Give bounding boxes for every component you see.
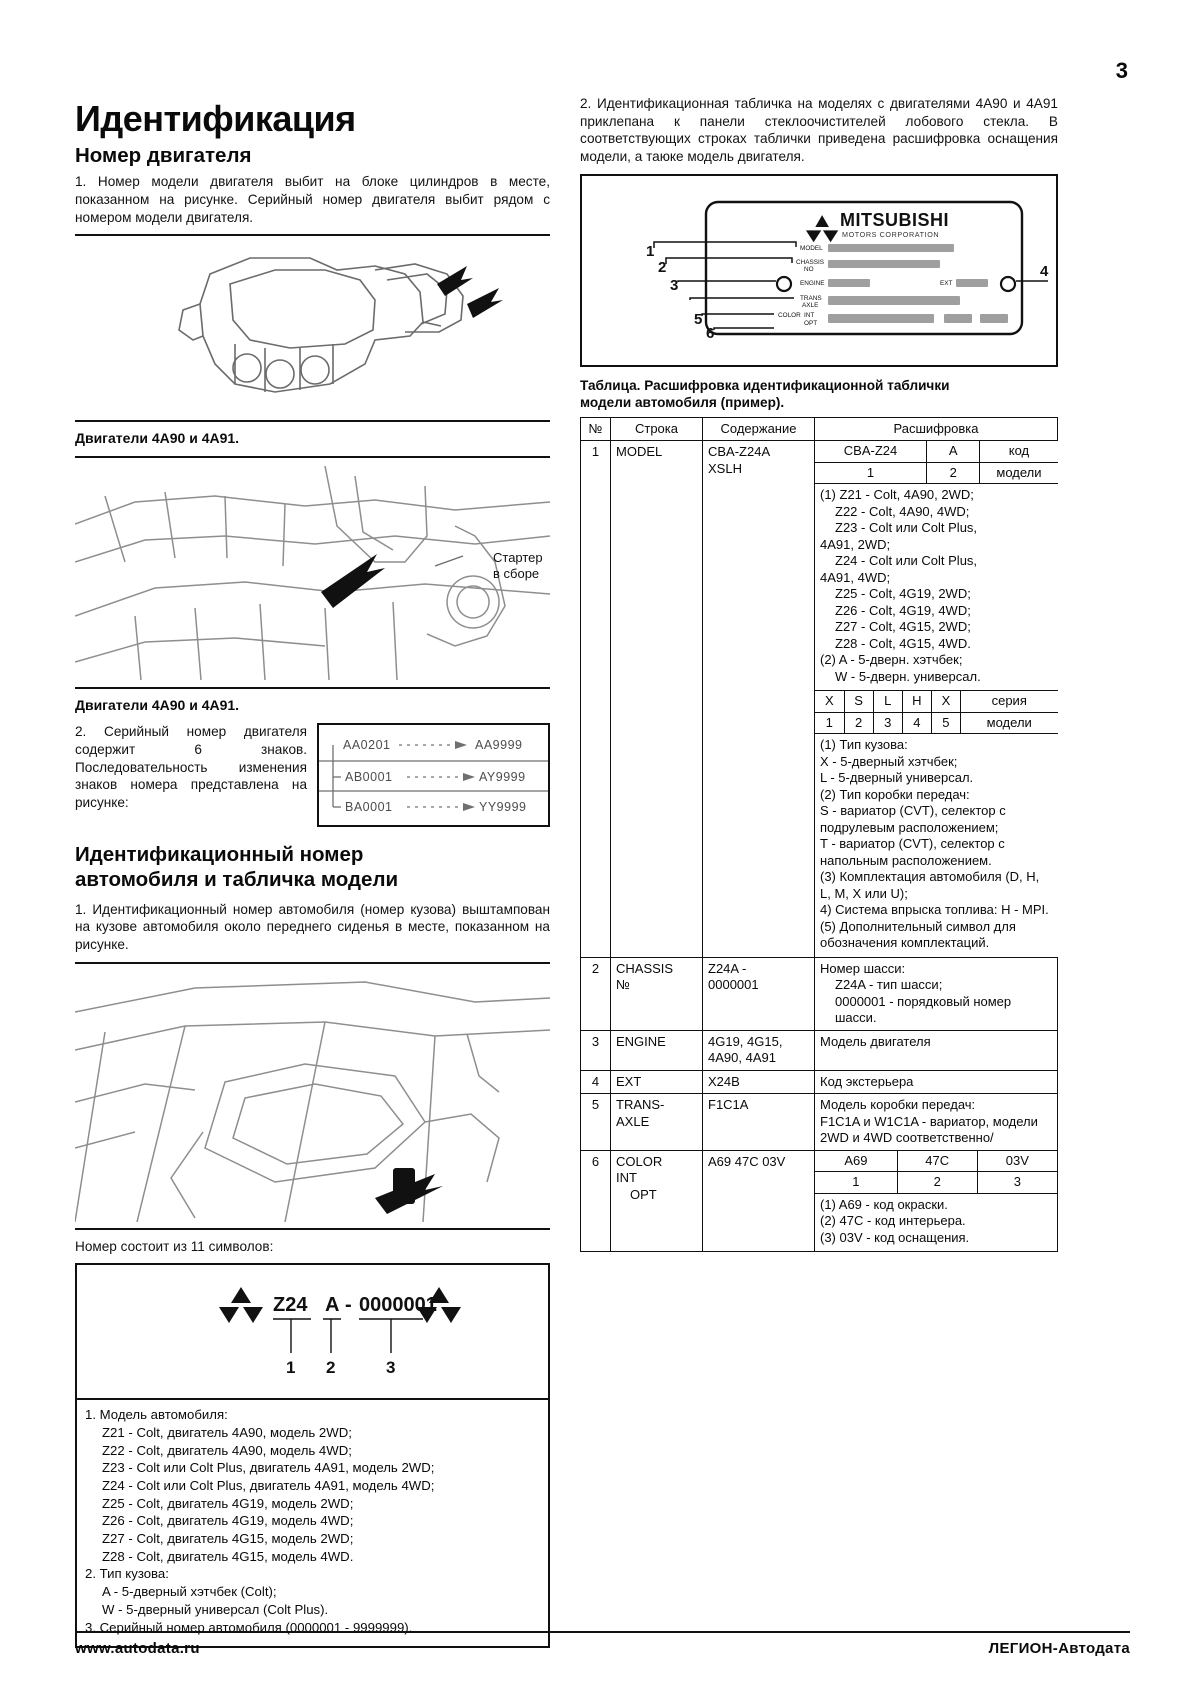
figure-vin-location <box>75 962 550 1230</box>
decode-b2-7: 4) Система впрыска топлива: H - MPI. <box>820 902 1049 918</box>
row1-content-line2: XSLH <box>708 460 742 476</box>
plate-label-opt: OPT <box>804 319 818 327</box>
col-header-no: № <box>581 417 611 441</box>
section-heading-vin <box>75 843 550 892</box>
vin-model-4: Z25 - Colt, двигатель 4G19, модель 2WD; <box>102 1495 354 1511</box>
grid2-num-2: 3 <box>873 712 902 734</box>
left-column <box>75 95 550 1648</box>
row1-decode-grid2 <box>815 690 1058 734</box>
row3-no: 3 <box>581 1030 611 1070</box>
grid1-cell-body: A <box>927 441 980 462</box>
decode-b1-0: (1) Z21 - Colt, 4A90, 2WD; <box>820 487 974 503</box>
figure3-divider-bottom <box>75 1228 550 1230</box>
svg-text:AA0201: AA0201 <box>343 738 391 753</box>
row1-content <box>703 441 815 958</box>
grid2-cell-2: L <box>873 691 902 713</box>
figure-caption-engines-2: Двигатели 4A90 и 4A91. <box>75 697 240 714</box>
engine-block-illustration <box>75 244 550 414</box>
row1-content-line1: CBA-Z24A <box>708 444 771 460</box>
vin-marker-2: 2 <box>325 1358 335 1378</box>
row5-decode-1: F1C1A и W1C1A - вариатор, модели 2WD и 4WD соответственно/ <box>820 1113 1038 1146</box>
row5-name <box>611 1094 703 1151</box>
decode-b1-4: Z24 - Colt или Colt Plus, <box>835 553 978 569</box>
footer-website[interactable]: www.autodata.ru <box>75 1640 200 1657</box>
footer-publisher: ЛЕГИОН-Автодата <box>988 1640 1130 1657</box>
col-header-line: Строка <box>611 417 703 441</box>
row5-name-line1: TRANS- <box>616 1097 665 1113</box>
two-column-layout <box>75 95 1130 1648</box>
decode-b1-1: Z22 - Colt, 4A90, 4WD; <box>835 503 970 519</box>
plate-label-engine: ENGINE <box>800 279 825 287</box>
plate-label-chassis-1: CHASSIS <box>796 258 825 266</box>
row2-name <box>611 957 703 1030</box>
decode-b2-5: T - вариатор (CVT), селектор с напольным расположением. <box>820 836 1005 868</box>
vin-model-6: Z27 - Colt, двигатель 4G15, модель 2WD; <box>102 1531 354 1547</box>
row3-content <box>703 1030 815 1070</box>
right-column <box>580 95 1058 1648</box>
vin-legend-heading-2: 2. Тип кузова: <box>85 1566 169 1582</box>
decode-b2-3: (2) Тип коробки передач: <box>820 786 970 802</box>
row3-decode: Модель двигателя <box>815 1030 1058 1070</box>
row6-block-0: (1) A69 - код окраски. <box>820 1196 948 1212</box>
decode-b1-10: (2) A - 5-дверн. хэтчбек; <box>820 652 963 668</box>
decode-b1-5: 4A91, 4WD; <box>820 569 891 585</box>
vin-model-0: Z21 - Colt, двигатель 4A90, модель 2WD; <box>102 1424 352 1440</box>
plate-label-ext: EXT <box>940 279 953 287</box>
row6-no: 6 <box>581 1150 611 1252</box>
figure-divider-top <box>75 234 550 236</box>
row2-content <box>703 957 815 1030</box>
grid2-label-2: модели <box>960 712 1057 734</box>
table-title-line1: Таблица. Расшифровка идентификационной таблички <box>580 377 950 393</box>
decode-b2-6: (3) Комплектация автомобиля (D, H, L, M, X или U); <box>820 869 1040 901</box>
row5-decode <box>815 1094 1058 1151</box>
grid2-num-1: 2 <box>844 712 873 734</box>
row6-name-line3: OPT <box>630 1186 657 1202</box>
paragraph-engine-number-1: 1. Номер модели двигателя выбит на блоке цилиндров в месте, показанном на рисунке. Серийный номер двигателя выбит рядом с номером модели двигателя. <box>75 174 550 225</box>
plate-callout-6: 6 <box>706 324 715 342</box>
table-header-row <box>581 417 1058 441</box>
grid2-cell-3: H <box>902 691 931 713</box>
vin-marker-3: 3 <box>385 1358 395 1378</box>
figure2-label-line1: Стартер <box>493 550 543 566</box>
decode-b1-6: Z25 - Colt, 4G19, 2WD; <box>835 586 971 602</box>
paragraph-engine-serial: 2. Серийный номер двигателя содержит 6 знаков. Последовательность изменения знаков номера представлена на рисунке: <box>75 724 307 811</box>
section-heading-engine-number: Номер двигателя <box>75 143 252 167</box>
row2-decode-1: Z24A - тип шасси; <box>835 977 943 993</box>
decode-b2-8: (5) Дополнительный символ для обозначения комплектаций. <box>820 918 1016 951</box>
grid2-num-0: 1 <box>815 712 844 734</box>
vin-part-1-text: Z24 <box>272 1294 307 1317</box>
plate-label-trans-1: TRANS <box>800 294 822 302</box>
figure3-divider-top <box>75 962 550 964</box>
figure2-divider-top <box>75 456 550 458</box>
row5-name-line2: AXLE <box>616 1113 650 1129</box>
table-row <box>581 1150 1058 1252</box>
serial-sequence-diagram <box>319 725 548 825</box>
vin-heading-line1: Идентификационный номер <box>75 843 364 867</box>
row6-name <box>611 1150 703 1252</box>
plate-label-trans-2: AXLE <box>802 301 819 309</box>
decode-b2-2: L - 5-дверный универсал. <box>820 770 974 786</box>
row6-grid-head-0: A69 <box>815 1151 897 1172</box>
identification-decode-table <box>580 417 1058 1253</box>
table-title-line2: модели автомобиля (пример). <box>580 394 785 410</box>
grid1-cell-label-2: модели <box>980 462 1058 484</box>
row2-decode-0: Номер шасси: <box>820 960 906 976</box>
col-header-decode: Расшифровка <box>815 417 1058 441</box>
row2-decode <box>815 957 1058 1030</box>
paragraph-id-plate: 2. Идентификационная табличка на моделях с двигателями 4A90 и 4A91 приклепана к панели стеклоочистителей лобового стекла. В соответствующих строках таблички приведена расшифровка оснащения модели, а таюке модель двигателя. <box>580 96 1058 165</box>
vin-heading-line2: автомобиля и табличка модели <box>75 867 399 891</box>
table-row <box>581 441 1058 958</box>
plate-callout-4: 4 <box>1040 262 1049 280</box>
grid2-num-4: 5 <box>931 712 960 734</box>
plate-callout-3: 3 <box>670 276 679 294</box>
vin-body-0: A - 5-дверный хэтчбек (Colt); <box>102 1584 277 1600</box>
row2-name-line1: CHASSIS <box>616 960 674 976</box>
vin-composition-diagram <box>93 1277 533 1385</box>
row4-name: EXT <box>611 1070 703 1094</box>
page-title: Идентификация <box>75 98 356 139</box>
figure-engine-bay <box>75 456 550 689</box>
row1-decode-block2 <box>815 734 1058 957</box>
vin-model-2: Z23 - Colt или Colt Plus, двигатель 4A91, модель 2WD; <box>102 1460 435 1476</box>
vin-model-3: Z24 - Colt или Colt Plus, двигатель 4A91, модель 4WD; <box>102 1478 435 1493</box>
row2-name-line2: № <box>616 977 630 993</box>
page-number: 3 <box>1115 58 1128 83</box>
plate-label-chassis-2: NO <box>804 265 814 273</box>
svg-text:AY9999: AY9999 <box>479 770 526 785</box>
svg-text:AA9999: AA9999 <box>475 738 523 753</box>
row6-block-1: (2) 47C - код интерьера. <box>820 1213 966 1229</box>
row6-grid-head-1: 47C <box>897 1151 977 1172</box>
decode-b2-1: X - 5-дверный хэтчбек; <box>820 753 958 769</box>
vin-model-1: Z22 - Colt, двигатель 4A90, модель 4WD; <box>102 1442 352 1458</box>
page-footer <box>75 1631 1130 1657</box>
engine-bay-illustration <box>75 466 550 681</box>
plate-callout-5: 5 <box>694 310 703 328</box>
grid1-cell-model: CBA-Z24 <box>815 441 927 462</box>
row6-grid-num-0: 1 <box>815 1172 897 1194</box>
decode-b1-2: Z23 - Colt или Colt Plus, <box>835 520 978 536</box>
decode-b1-8: Z27 - Colt, 4G15, 2WD; <box>835 619 971 635</box>
identification-plate-illustration <box>588 184 1050 352</box>
vin-legend <box>77 1400 548 1646</box>
row1-decode-grid1 <box>815 441 1058 484</box>
row1-no: 1 <box>581 441 611 958</box>
row4-decode: Код экстерьера <box>815 1070 1058 1094</box>
decode-b1-9: Z28 - Colt, 4G15, 4WD. <box>835 635 971 651</box>
vin-body-1: W - 5-дверный универсал (Colt Plus). <box>102 1601 329 1617</box>
svg-text:YY9999: YY9999 <box>479 800 527 815</box>
vin-model-5: Z26 - Colt, двигатель 4G19, модель 4WD; <box>102 1513 354 1529</box>
vin-location-illustration <box>75 972 550 1222</box>
table-row <box>581 1030 1058 1070</box>
svg-text:BA0001: BA0001 <box>345 800 393 815</box>
figure2-label-line2: в сборе <box>493 566 540 582</box>
row4-content: X24B <box>703 1070 815 1094</box>
row6-decode-block <box>815 1194 1057 1252</box>
row3-content-line1: 4G19, 4G15, <box>708 1033 783 1049</box>
row6-grid-head-2: 03V <box>977 1151 1057 1172</box>
decode-b1-7: Z26 - Colt, 4G19, 4WD; <box>835 602 971 618</box>
vin-part-3-text: 0000001 <box>358 1294 437 1317</box>
figure-identification-plate <box>580 174 1058 367</box>
row6-grid-num-2: 3 <box>977 1172 1057 1194</box>
grid2-label-1: серия <box>960 691 1057 713</box>
row6-name-line1: COLOR <box>616 1153 663 1169</box>
row3-name: ENGINE <box>611 1030 703 1070</box>
vin-dash-text: - <box>344 1294 352 1317</box>
decode-b2-4: S - вариатор (CVT), селектор с подрулевым расположением; <box>820 803 1006 835</box>
vin-composition-graphic <box>77 1265 548 1400</box>
decode-b1-3: 4A91, 2WD; <box>820 536 891 552</box>
row3-content-line2: 4A90, 4A91 <box>708 1050 776 1066</box>
plate-callout-2: 2 <box>658 258 667 276</box>
figure-divider-bottom <box>75 420 550 422</box>
grid2-cell-0: X <box>815 691 844 713</box>
plate-callout-1: 1 <box>646 242 655 260</box>
vin-part-2-text: A <box>324 1294 339 1317</box>
vin-marker-1: 1 <box>285 1358 295 1378</box>
vin-legend-heading-3: 3. Серийный номер автомобиля (0000001 - 9999999). <box>85 1619 413 1635</box>
plate-label-model: MODEL <box>800 244 823 252</box>
grid1-num-1: 1 <box>815 462 927 484</box>
row1-decode <box>815 441 1058 958</box>
row5-no: 5 <box>581 1094 611 1151</box>
grid1-cell-label-1: код <box>980 441 1058 462</box>
svg-text:AB0001: AB0001 <box>345 770 393 785</box>
row6-grid-num-1: 2 <box>897 1172 977 1194</box>
row2-decode-2: 0000001 - порядковый номер шасси. <box>835 993 1012 1026</box>
row2-content-line1: Z24A - <box>708 960 747 976</box>
paragraph-vin-intro: Номер состоит из 11 символов: <box>75 1238 274 1254</box>
figure-engine-block <box>75 234 550 422</box>
decode-b2-0: (1) Тип кузова: <box>820 737 908 753</box>
grid2-cell-4: X <box>931 691 960 713</box>
grid1-num-2: 2 <box>927 462 980 484</box>
row5-content: F1C1A <box>703 1094 815 1151</box>
row6-content: A69 47C 03V <box>703 1150 815 1252</box>
plate-label-color: COLOR <box>778 311 801 319</box>
table-row <box>581 1070 1058 1094</box>
grid2-cell-1: S <box>844 691 873 713</box>
vin-legend-heading-1: 1. Модель автомобиля: <box>85 1407 228 1423</box>
serial-sequence-figure <box>317 723 550 827</box>
row5-decode-0: Модель коробки передач: <box>820 1097 976 1113</box>
paragraph-vin-1: 1. Идентификационный номер автомобиля (номер кузова) выштампован на кузове автомобиля около переднего сиденья в месте, показанном на рисунке. <box>75 901 550 952</box>
table-row <box>581 1094 1058 1151</box>
plate-brand-sub-text: MOTORS CORPORATION <box>842 229 940 239</box>
row6-decode <box>815 1150 1058 1252</box>
figure-caption-engines-1: Двигатели 4A90 и 4A91. <box>75 430 240 447</box>
plate-label-int: INT <box>804 311 815 319</box>
decode-b1-11: W - 5-дверн. универсал. <box>835 668 981 684</box>
row4-no: 4 <box>581 1070 611 1094</box>
serial-number-row <box>75 723 550 827</box>
row1-decode-block1 <box>815 484 1058 690</box>
row2-no: 2 <box>581 957 611 1030</box>
row6-block-2: (3) 03V - код оснащения. <box>820 1229 970 1245</box>
row1-name: MODEL <box>611 441 703 958</box>
row6-name-line2: INT <box>616 1170 637 1186</box>
col-header-content: Содержание <box>703 417 815 441</box>
row2-content-line2: 0000001 <box>708 977 759 993</box>
table-row <box>581 957 1058 1030</box>
grid2-num-3: 4 <box>902 712 931 734</box>
figure2-divider-bottom <box>75 687 550 689</box>
vin-composition-box <box>75 1263 550 1648</box>
row6-decode-grid <box>815 1151 1057 1194</box>
table-title <box>580 377 1058 411</box>
vin-model-7: Z28 - Colt, двигатель 4G15, модель 4WD. <box>102 1548 354 1564</box>
plate-brand-text: MITSUBISHI <box>840 209 950 230</box>
